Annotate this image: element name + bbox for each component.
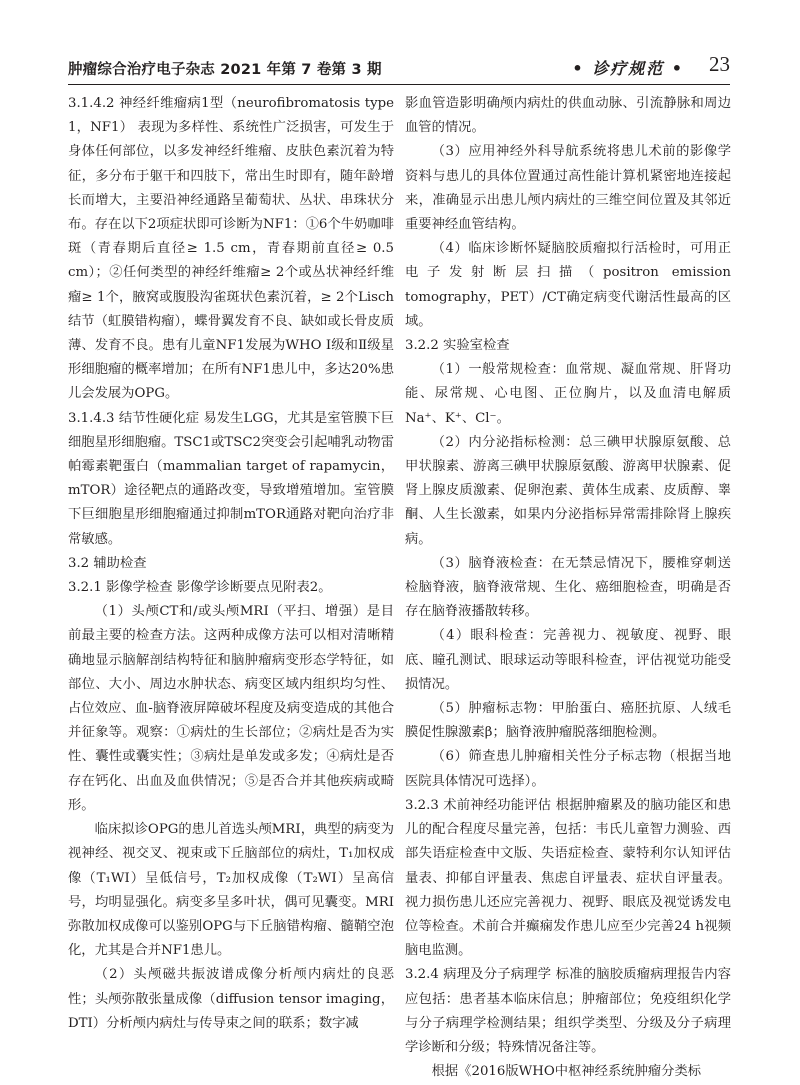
left-column	[68, 92, 394, 1036]
section-label: • 诊疗规范 •	[572, 59, 684, 78]
paragraph-tumor-markers: （5）肿瘤标志物：甲胎蛋白、癌胚抗原、人绒毛膜促性腺激素β；脑脊液肿瘤脱落细胞检测。	[405, 701, 731, 741]
heading-lab-exam: 3.2.2 实验室检查	[405, 338, 510, 354]
right-column	[405, 92, 731, 1084]
page-number: 23	[709, 52, 730, 76]
paragraph-mrs-dti: （2）头颅磁共振波谱成像分析颅内病灶的良恶性；头颅弥散张量成像（diffusion tensor imaging，DTI）分析颅内病灶与传导束之间的联系；数字减	[68, 967, 394, 1031]
heading-imaging-exam: 3.2.1 影像学检查 影像学诊断要点见附表2。	[68, 580, 332, 596]
paragraph-navigation: （3）应用神经外科导航系统将患儿术前的影像学资料与患儿的具体位置通过高性能计算机紧密地连接起来，准确显示出患儿颅内病灶的三维空间位置及其邻近重要神经血管结构。	[405, 144, 731, 233]
paragraph-routine-exam: （1）一般常规检查：血常规、凝血常规、肝肾功能、尿常规、心电图、正位胸片，以及血清电解质Na⁺、K⁺、Cl⁻。	[405, 362, 731, 426]
paragraph-tuberous-sclerosis: 3.1.4.3 结节性硬化症 易发生LGG，尤其是室管膜下巨细胞星形细胞瘤。TSC1或TSC2突变会引起哺乳动物雷帕霉素靶蛋白（mammalian target of rapamycin，mTOR）途径靶点的通路改变，导致增殖增加。室管膜下巨细胞星形细胞瘤通过抑制mTOR通路对靶向治疗非常敏感。	[68, 410, 394, 547]
header-rule	[68, 84, 730, 85]
paragraph-endocrine: （2）内分泌指标检测：总三碘甲状腺原氨酸、总甲状腺素、游离三碘甲状腺原氨酸、游离甲状腺素、促肾上腺皮质激素、促卵泡素、黄体生成素、皮质醇、睾酮、人生长激素，如果内分泌指标异常需排除肾上腺疾病。	[405, 434, 731, 547]
page-header	[68, 50, 730, 82]
paragraph-molecular-markers: （6）筛查患儿肿瘤相关性分子标志物（根据当地医院具体情况可选择）。	[405, 749, 731, 789]
journal-title: 肿瘤综合治疗电子杂志 2021 年第 7 卷第 3 期	[68, 62, 382, 78]
paragraph-opg-mri: 临床拟诊OPG的患儿首选头颅MRI，典型的病变为视神经、视交叉、视束或下丘脑部位的病灶，T₁加权成像（T₁WI）呈低信号，T₂加权成像（T₂WI）呈高信号，均明显强化。病变多呈多叶状，偶可见囊变。MRI弥散加权成像可以鉴别OPG与下丘脑错构瘤、髓鞘空泡化，尤其是合并NF1患儿。	[68, 822, 394, 959]
paragraph-ophthalmic: （4）眼科检查：完善视力、视敏度、视野、眼底、瞳孔测试、眼球运动等眼科检查，评估视觉功能受损情况。	[405, 628, 731, 692]
paragraph-who-classification: 根据《2016版WHO中枢神经系统肿瘤分类标	[431, 1064, 702, 1080]
paragraph-nf1: 3.1.4.2 神经纤维瘤病1型（neurofibromatosis type 1，NF1） 表现为多样性、系统性广泛损害，可发生于身体任何部位，以多发神经纤维瘤、皮肤色素沉着为特征，多分布于躯干和四肢下，常出生时即有，随年龄增长而增大，主要沿神经通路呈葡萄状、丛状、串珠状分布。存在以下2项症状即可诊断为NF1：①6个牛奶咖啡斑（青春期后直径≥ 1.5 cm，青春期前直径≥ 0.5 cm）；②任何类型的神经纤维瘤≥ 2个或丛状神经纤维瘤≥ 1个，腋窝或腹股沟雀斑状色素沉着，≥ 2个Lisch结节（虹膜错构瘤），蝶骨翼发育不良、缺如或长骨皮质薄、发育不良。患有儿童NF1发展为WHO Ⅰ级和Ⅱ级星形细胞瘤的概率增加；在所有NF1患儿中，多达20%患儿会发展为OPG。	[68, 96, 394, 402]
heading-auxiliary-exam: 3.2 辅助检查	[68, 555, 147, 571]
paragraph-pet-ct: （4）临床诊断怀疑脑胶质瘤拟行活检时，可用正电子发射断层扫描（positron emission tomography，PET）/CT确定病变代谢活性最高的区域。	[405, 241, 731, 329]
paragraph-neuro-assessment: 3.2.3 术前神经功能评估 根据肿瘤累及的脑功能区和患儿的配合程度尽量完善，包括：韦氏儿童智力测验、西部失语症检查中文版、失语症检查、蒙特利尔认知评估量表、抑郁自评量表、焦虑自评量表、症状自评量表。视力损伤患儿还应完善视力、视野、眼底及视觉诱发电位等检查。术前合并癫痫发作患儿应至少完善24 h视频脑电监测。	[405, 797, 731, 959]
paragraph-angiography: 影血管造影明确颅内病灶的供血动脉、引流静脉和周边血管的情况。	[405, 96, 731, 136]
paragraph-ct-mri: （1）头颅CT和/或头颅MRI（平扫、增强）是目前最主要的检查方法。这两种成像方法可以相对清晰精确地显示脑解剖结构特征和脑肿瘤病变形态学特征，如部位、大小、周边水肿状态、病变区域内组织均匀性、占位效应、血-脑脊液屏障破坏程度及病变造成的其他合并征象等。观察：①病灶的生长部位；②病灶是否为实性、囊性或囊实性；③病灶是单发或多发；④病灶是否存在钙化、出血及血供情况；⑤是否合并其他疾病或畸形。	[68, 604, 394, 813]
paragraph-pathology: 3.2.4 病理及分子病理学 标准的脑胶质瘤病理报告内容应包括：患者基本临床信息；肿瘤部位；免疫组织化学与分子病理学检测结果；组织学类型、分级及分子病理学诊断和分级；特殊情况备注等。	[405, 967, 731, 1055]
paragraph-csf: （3）脑脊液检查：在无禁忌情况下，腰椎穿刺送检脑脊液，脑脊液常规、生化、癌细胞检查，明确是否存在脑脊液播散转移。	[405, 555, 731, 620]
